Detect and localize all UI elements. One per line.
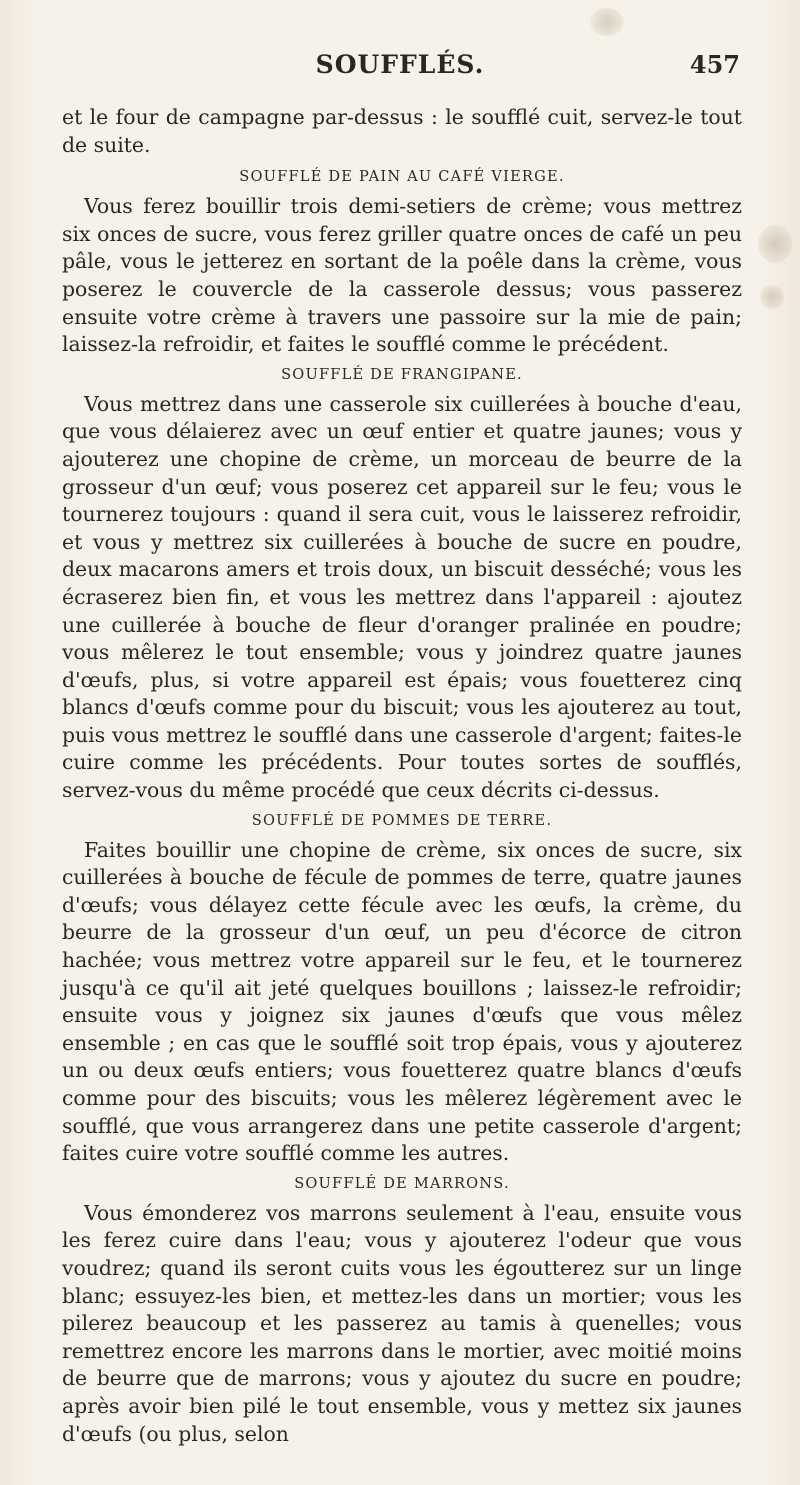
section-title-souffle-marrons: SOUFFLÉ DE MARRONS. bbox=[294, 1174, 510, 1192]
section-text-souffle-frangipane: Vous mettrez dans une casserole six cuillerées à bouche d'eau, que vous délaierez avec un œuf entier et quatre jaunes; vous y ajouterez une chopine de crème, un morceau de beurre de la grosseur d'un œuf; vous poserez cet appareil sur le feu; vous le tournerez toujours : quand il sera cuit, vous le laisserez refroidir, et vous y mettrez six cuillerées à bouche de sucre en poudre, deux macarons amers et trois doux, un biscuit desséché; vous les écraserez bien fin, et vous les mettrez dans l'appareil : ajoutez une cuillerée à bouche de fleur d'oranger pralinée en poudre; vous mêlerez le tout ensemble; vous y joindrez quatre jaunes d'œufs, plus, si votre appareil est épais; vous fouetterez cinq blancs d'œufs comme pour du biscuit; vous les ajouterez au tout, puis vous mettrez le soufflé dans une casserole d'argent; faites-le cuire comme les précédents. Pour toutes sortes de soufflés, servez-vous du même procédé que ceux décrits ci-dessus. bbox=[62, 391, 742, 803]
page-body bbox=[62, 104, 742, 1448]
page-stain bbox=[590, 8, 624, 36]
section-title-souffle-pommes-de-terre: SOUFFLÉ DE POMMES DE TERRE. bbox=[251, 811, 553, 829]
page-stain bbox=[760, 285, 784, 309]
page-stain bbox=[758, 225, 792, 263]
section-title-souffle-pain-cafe: SOUFFLÉ DE PAIN AU CAFÉ VIERGE. bbox=[239, 168, 565, 186]
page-header bbox=[60, 50, 740, 90]
page-number: 457 bbox=[689, 50, 740, 79]
section-text-souffle-pommes-de-terre: Faites bouillir une chopine de crème, six onces de sucre, six cuillerées à bouche de fécule de pommes de terre, quatre jaunes d'œufs; vous délayez cette fécule avec les œufs, la crème, du beurre de la grosseur d'un œuf, un peu d'écorce de citron hachée; vous mettrez votre appareil sur le feu, et le tournerez jusqu'à ce qu'il ait jeté quelques bouillons ; laissez-le refroidir; ensuite vous y joignez six jaunes d'œufs que vous mêlez ensemble ; en cas que le soufflé soit trop épais, vous y ajouterez un ou deux œufs entiers; vous fouetterez quatre blancs d'œufs comme pour des biscuits; vous les mêlerez légèrement avec le soufflé, que vous arrangerez dans une petite casserole d'argent; faites cuire votre soufflé comme les autres. bbox=[62, 837, 742, 1166]
intro-paragraph: et le four de campagne par-dessus : le soufflé cuit, servez-le tout de suite. bbox=[62, 105, 742, 157]
section-title-souffle-frangipane: SOUFFLÉ DE FRANGIPANE. bbox=[281, 365, 523, 383]
section-text-souffle-marrons: Vous émonderez vos marrons seulement à l'eau, ensuite vous les ferez cuire dans l'eau; vous y ajouterez l'odeur que vous voudrez; quand ils seront cuits vous les égoutterez sur un linge blanc; essuyez-les bien, et mettez-les dans un mortier; vous les pilerez beaucoup et les passerez au tamis à quenelles; vous remettrez encore les marrons dans le mortier, avec moitié moins de beurre que de marrons; vous y ajoutez du sucre en poudre; après avoir bien pilé le tout ensemble, vous y mettez six jaunes d'œufs (ou plus, selon bbox=[62, 1200, 742, 1446]
running-title: SOUFFLÉS. bbox=[315, 50, 485, 79]
section-text-souffle-pain-cafe: Vous ferez bouillir trois demi-setiers de crème; vous mettrez six onces de sucre, vous ferez griller quatre onces de café un peu pâle, vous le jetterez en sortant de la poêle dans la crème, vous poserez le couvercle de la casserole dessus; vous passerez ensuite votre crème à travers une passoire sur la mie de pain; laissez-la refroidir, et faites le soufflé comme le précédent. bbox=[62, 194, 742, 357]
